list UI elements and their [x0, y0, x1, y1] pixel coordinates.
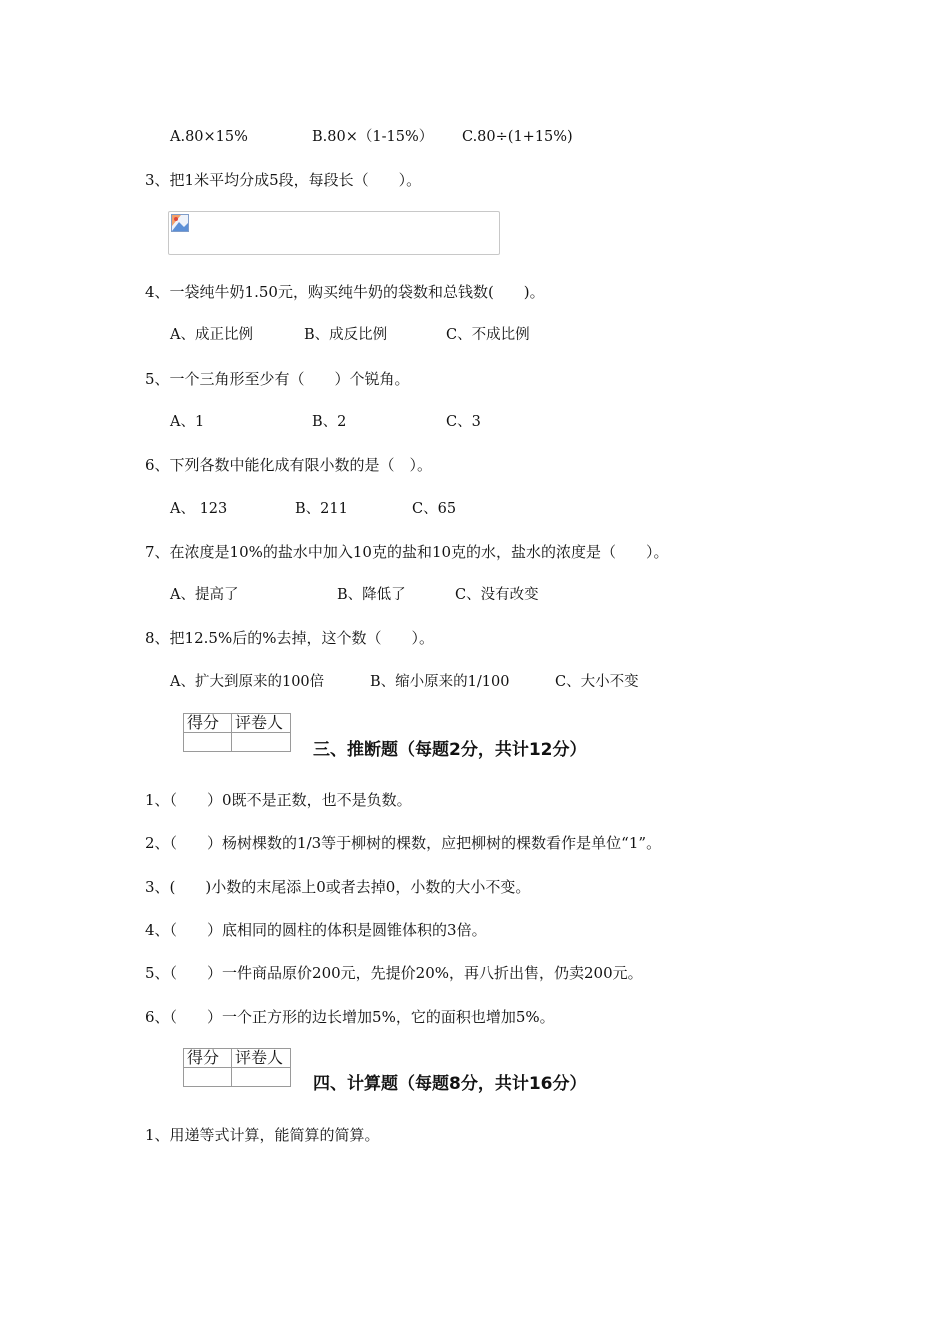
q6-text: 6、下列各数中能化成有限小数的是（ ）。: [145, 456, 433, 474]
q7-option-c: C、没有改变: [455, 587, 539, 603]
section4-title: 四、计算题（每题8分，共计16分）: [313, 1074, 587, 1094]
q7-option-a: A、提高了: [170, 587, 239, 603]
s3-item-6: 6、（ ）一个正方形的边长增加5%，它的面积也增加5%。: [145, 1008, 555, 1026]
q4-option-b: B、成反比例: [304, 327, 388, 343]
broken-image-icon: [171, 214, 189, 232]
s3-item-2: 2、（ ）杨树棵数的1/3等于柳树的棵数，应把柳树的棵数看作是单位“1”。: [145, 834, 662, 852]
grader-cell: [232, 1068, 291, 1087]
q2-option-a: A.80×15%: [170, 129, 248, 145]
q5-option-a: A、1: [170, 414, 205, 430]
q3-text: 3、把1米平均分成5段，每段长（ ）。: [145, 171, 422, 189]
q7-text: 7、在浓度是10%的盐水中加入10克的盐和10克的水，盐水的浓度是（ ）。: [145, 543, 669, 561]
q8-text: 8、把12.5%后的%去掉，这个数（ ）。: [145, 629, 434, 647]
score-cell: [184, 1068, 232, 1087]
score-label: 得分: [184, 1049, 232, 1068]
s3-item-4: 4、（ ）底相同的圆柱的体积是圆锥体积的3倍。: [145, 921, 487, 939]
q2-option-c: C.80÷(1+15%): [462, 129, 573, 145]
section3-title: 三、推断题（每题2分，共计12分）: [313, 740, 587, 760]
q4-text: 4、一袋纯牛奶1.50元，购买纯牛奶的袋数和总钱数( )。: [145, 283, 545, 301]
q7-option-b: B、降低了: [337, 587, 406, 603]
q3-image-placeholder: [168, 211, 500, 255]
s3-item-1: 1、（ ）0既不是正数，也不是负数。: [145, 791, 412, 809]
s3-item-5: 5、（ ）一件商品原价200元，先提价20%，再八折出售，仍卖200元。: [145, 964, 643, 982]
q8-option-c: C、大小不变: [555, 674, 639, 690]
score-table: [183, 713, 291, 752]
q5-text: 5、一个三角形至少有（ ）个锐角。: [145, 370, 410, 388]
grader-label: 评卷人: [232, 714, 291, 733]
q5-option-b: B、2: [312, 414, 347, 430]
q8-option-a: A、扩大到原来的100倍: [170, 674, 325, 690]
q8-option-b: B、缩小原来的1/100: [370, 674, 510, 690]
grader-cell: [232, 733, 291, 752]
s3-item-3: 3、( )小数的末尾添上0或者去掉0，小数的大小不变。: [145, 878, 531, 896]
q4-option-a: A、成正比例: [170, 327, 253, 343]
q6-option-b: B、211: [295, 501, 348, 517]
q5-option-c: C、3: [446, 414, 481, 430]
score-label: 得分: [184, 714, 232, 733]
s4-item-1: 1、用递等式计算，能简算的简算。: [145, 1126, 380, 1144]
score-cell: [184, 733, 232, 752]
q4-option-c: C、不成比例: [446, 327, 530, 343]
score-table: [183, 1048, 291, 1087]
q6-option-a: A、 123: [170, 501, 228, 517]
q2-option-b: B.80×（1-15%）: [312, 129, 434, 145]
q6-option-c: C、65: [412, 501, 457, 517]
grader-label: 评卷人: [232, 1049, 291, 1068]
